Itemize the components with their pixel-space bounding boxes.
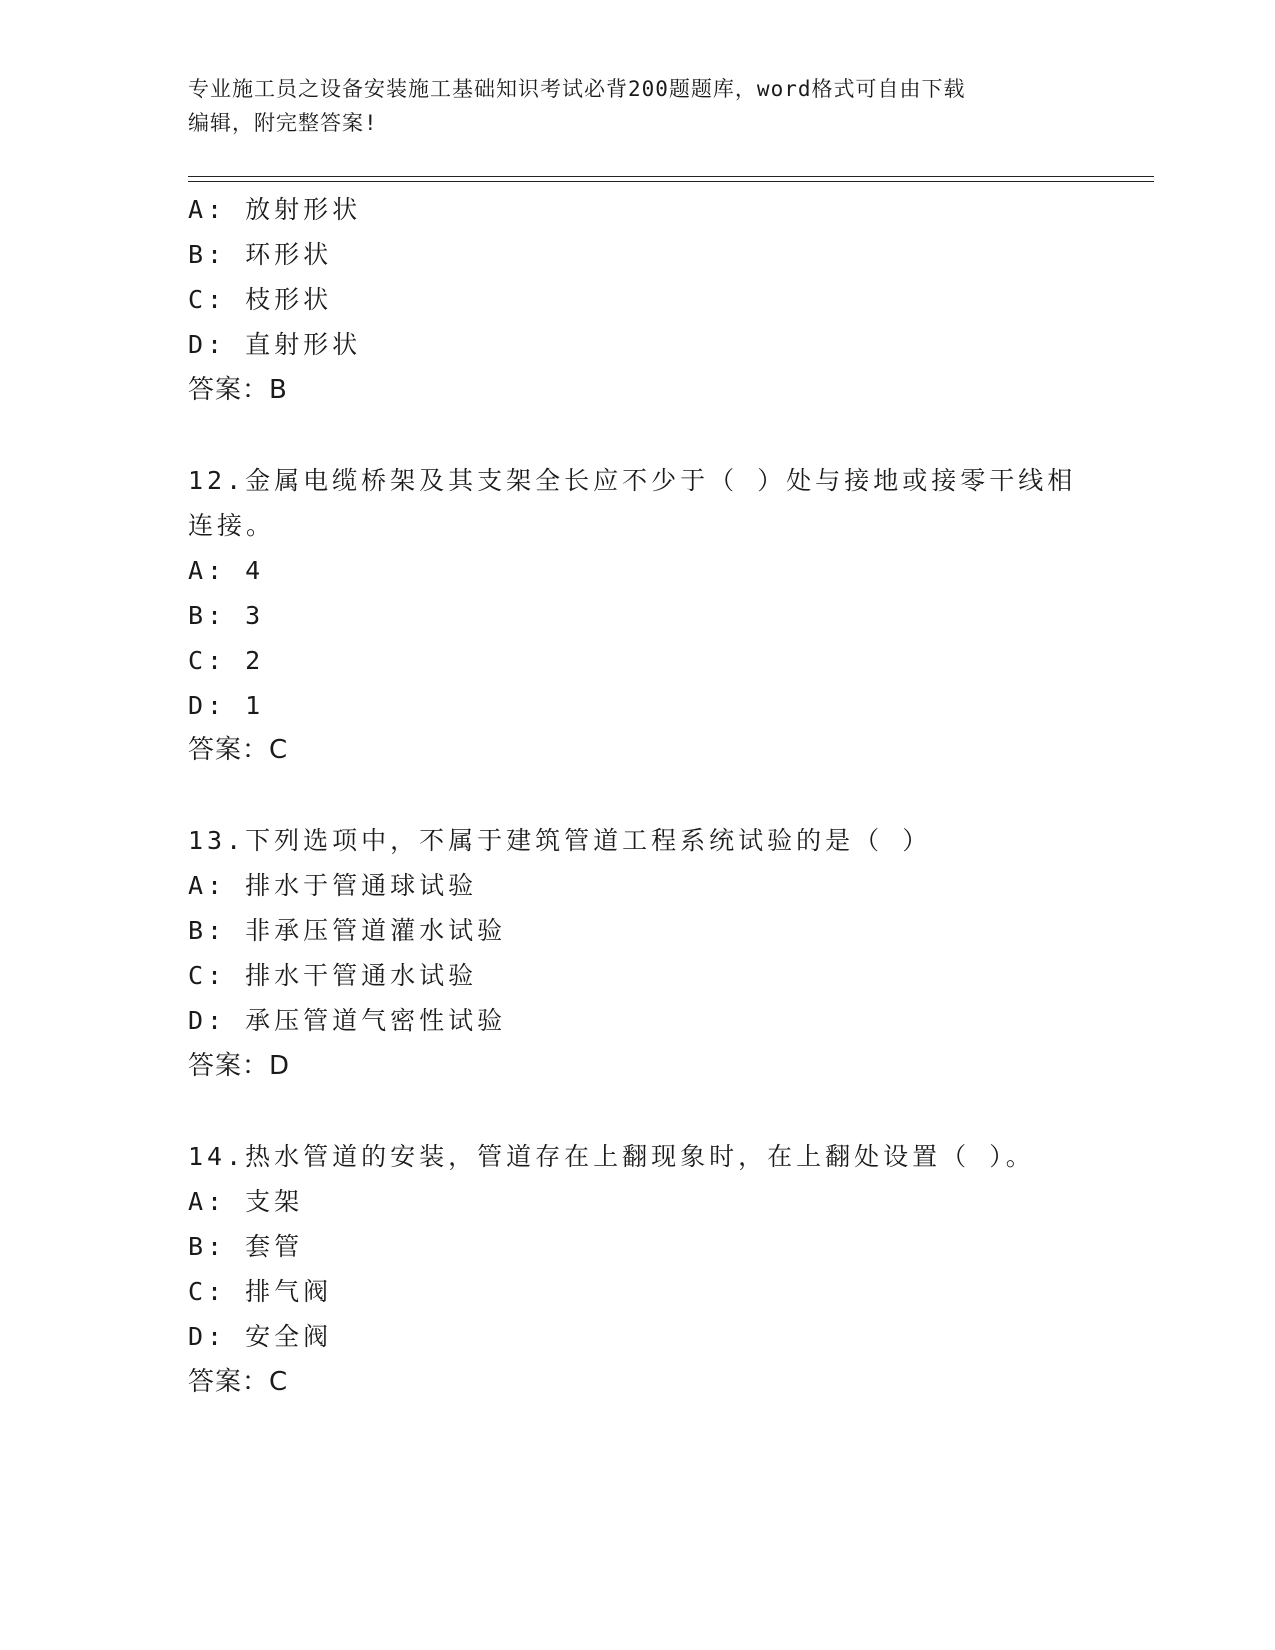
header-line-2: 编辑，附完整答案! bbox=[188, 111, 378, 135]
q14-option-a: A: 支架 bbox=[188, 1187, 304, 1216]
q14-option-d: D: 安全阀 bbox=[188, 1322, 333, 1351]
header-divider-bottom bbox=[188, 181, 1154, 182]
q11-option-a: A: 放射形状 bbox=[188, 195, 362, 224]
q12-stem-line-1: 12.金属电缆桥架及其支架全长应不少于（ ）处与接地或接零干线相 bbox=[188, 466, 1077, 495]
q12-option-d: D: 1 bbox=[188, 691, 265, 720]
q11-answer: 答案：B bbox=[188, 375, 288, 405]
q13-option-a: A: 排水于管通球试验 bbox=[188, 871, 478, 900]
q13-option-d: D: 承压管道气密性试验 bbox=[188, 1006, 507, 1035]
q13-option-c: C: 排水干管通水试验 bbox=[188, 961, 478, 990]
q14-option-c: C: 排气阀 bbox=[188, 1277, 333, 1306]
q13-stem-line-1: 13.下列选项中，不属于建筑管道工程系统试验的是（ ） bbox=[188, 826, 932, 855]
q12-option-a: A: 4 bbox=[188, 556, 265, 585]
header-divider-top bbox=[188, 176, 1154, 177]
q13-answer: 答案：D bbox=[188, 1051, 291, 1081]
q14-option-b: B: 套管 bbox=[188, 1232, 304, 1261]
q12-option-b: B: 3 bbox=[188, 601, 265, 630]
q13-option-b: B: 非承压管道灌水试验 bbox=[188, 916, 507, 945]
q12-stem-line-2: 连接。 bbox=[188, 511, 276, 540]
q12-answer: 答案：C bbox=[188, 735, 289, 765]
document-header bbox=[188, 72, 1088, 140]
q14-stem-line-1: 14.热水管道的安装，管道存在上翻现象时，在上翻处设置（ ）。 bbox=[188, 1142, 1035, 1171]
header-line-1: 专业施工员之设备安装施工基础知识考试必背200题题库，word格式可自由下载 bbox=[188, 77, 966, 101]
q11-option-d: D: 直射形状 bbox=[188, 330, 362, 359]
q11-option-c: C: 枝形状 bbox=[188, 285, 333, 314]
q14-answer: 答案：C bbox=[188, 1367, 289, 1397]
q12-option-c: C: 2 bbox=[188, 646, 265, 675]
q11-option-b: B: 环形状 bbox=[188, 240, 333, 269]
